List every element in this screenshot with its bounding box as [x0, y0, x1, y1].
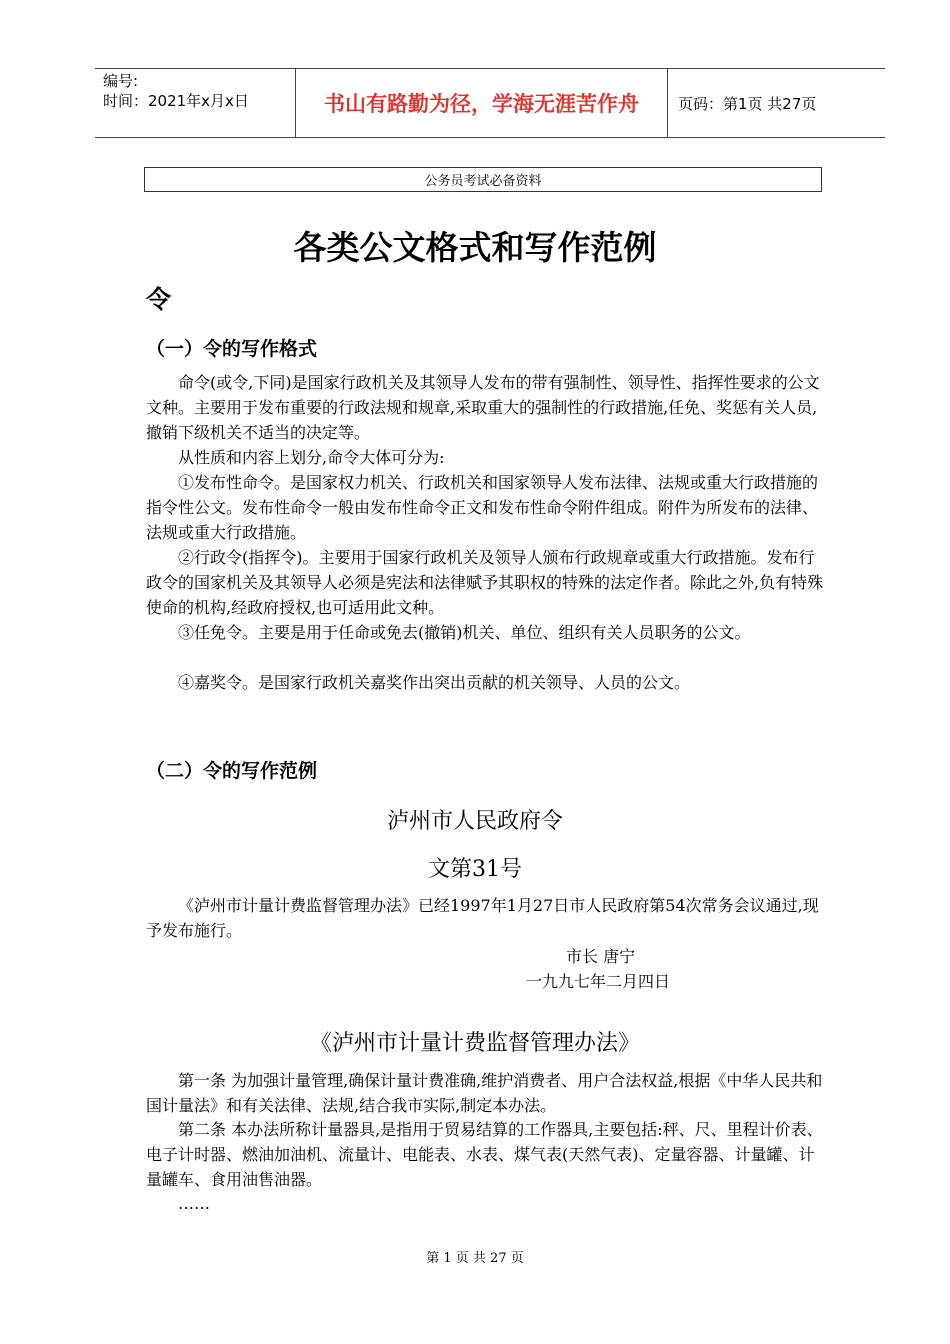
- section1-paragraph: ①发布性命令。是国家权力机关、行政机关和国家领导人发布法律、法规或重大行政措施的指令性公文。发布性命令一般由发布性命令正文和发布性命令附件组成。附件为所发布的法律、法规或重大行政措施。: [146, 473, 819, 542]
- article-paragraph: 第一条 为加强计量管理,确保计量计费准确,维护消费者、用户合法权益,根据《中华人民共和国计量法》和有关法律、法规,结合我市实际,制定本办法。: [146, 1071, 823, 1115]
- section1-heading: （一）令的写作格式: [146, 338, 318, 360]
- section2-heading: （二）令的写作范例: [146, 760, 318, 782]
- section1-paragraph: 从性质和内容上划分,命令大体可分为:: [178, 448, 445, 467]
- section1-paragraph: 命令(或令,下同)是国家行政机关及其领导人发布的带有强制性、领导性、指挥性要求的公文文种。主要用于发布重要的行政法规和规章,采取重大的强制性的行政措施,任免、奖惩有关人员,撤销下级机关不适当的决定等。: [146, 373, 820, 442]
- page-footer: 第 1 页 共 27 页: [426, 1251, 524, 1266]
- banner: 公务员考试必备资料: [144, 167, 822, 192]
- header-page-label: 页码：第1页 共27页: [678, 94, 817, 113]
- header-meta: [95, 69, 296, 137]
- decree-date: 一九九七年二月四日: [526, 972, 671, 991]
- header-motto: 书山有路勤为径，学海无涯苦作舟: [296, 69, 668, 137]
- ellipsis: ……: [178, 1194, 210, 1213]
- page-header: [95, 68, 885, 138]
- section-heading-main: 令: [146, 285, 172, 314]
- number-label: 编号:: [103, 72, 139, 90]
- document-title: 各类公文格式和写作范例: [293, 228, 657, 267]
- decree-body: 《泸州市计量计费监督管理办法》已经1997年1月27日市人民政府第54次常务会议通过,现予发布施行。: [146, 896, 819, 940]
- article-paragraph: 第二条 本办法所称计量器具,是指用于贸易结算的工作器具,主要包括:秤、尺、里程计价表、电子计时器、燃油加油机、流量计、电能表、水表、煤气表(天然气表)、定量容器、计量罐、计量罐车、食用油售油器。: [146, 1120, 823, 1189]
- decree-number: 文第31号: [428, 857, 522, 882]
- time-label: 时间：2021年x月x日: [103, 92, 249, 110]
- decree-title: 泸州市人民政府令: [386, 809, 563, 834]
- decree-signer: 市长 唐宁: [566, 947, 636, 966]
- section1-paragraph: ②行政令(指挥令)。主要用于国家行政机关及领导人颁布行政规章或重大行政措施。发布行政令的国家机关及其领导人必须是宪法和法律赋予其职权的特殊的法定作者。除此之外,负有特殊使命的机构,经政府授权,也可适用此文种。: [146, 548, 824, 617]
- section1-paragraph: ④嘉奖令。是国家行政机关嘉奖作出突出贡献的机关领导、人员的公文。: [178, 673, 691, 692]
- attachment-title: 《泸州市计量计费监督管理办法》: [309, 1031, 640, 1056]
- section1-paragraph: ③任免令。主要是用于任命或免去(撤销)机关、单位、组织有关人员职务的公文。: [178, 623, 751, 642]
